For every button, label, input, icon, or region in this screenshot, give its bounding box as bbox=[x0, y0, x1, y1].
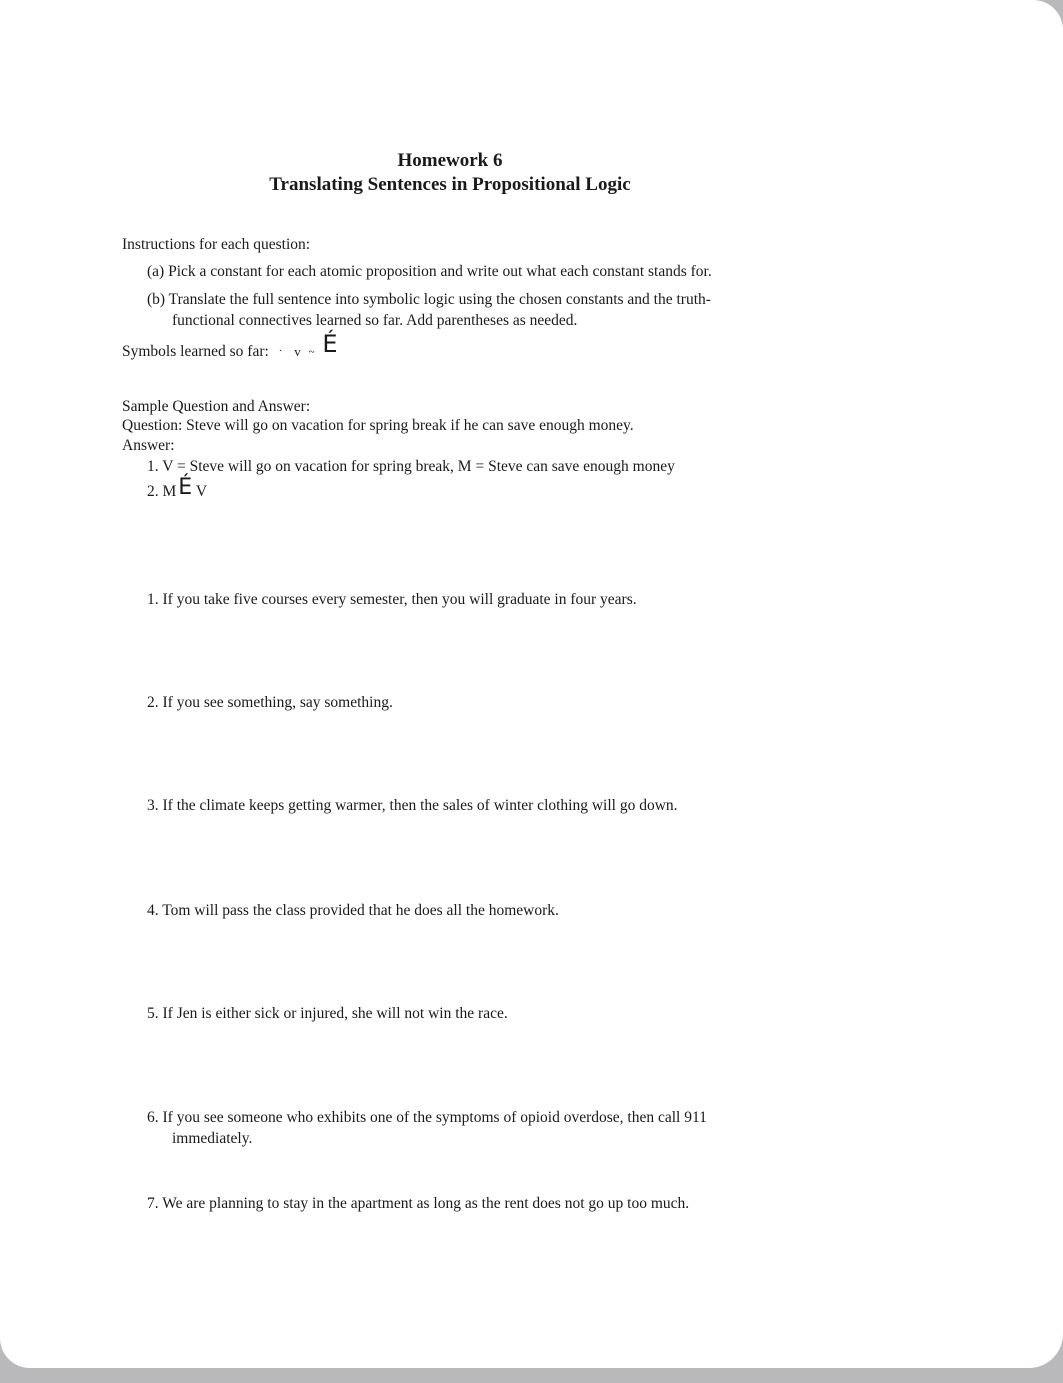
question-item: 2. If you see something, say something. bbox=[147, 694, 393, 711]
sample-answer-2 bbox=[147, 475, 208, 501]
instructions-heading: Instructions for each question: bbox=[122, 236, 311, 253]
sample-answer-1: 1. V = Steve will go on vacation for spring break, M = Steve can save enough money bbox=[147, 458, 675, 475]
horseshoe-symbol: É bbox=[322, 330, 338, 358]
question-item: 4. Tom will pass the class provided that he does all the homework. bbox=[147, 902, 559, 919]
instruction-b-line1: (b) Translate the full sentence into symbolic logic using the chosen constants and the truth- bbox=[147, 291, 711, 308]
question-item: 3. If the climate keeps getting warmer, then the sales of winter clothing will go down. bbox=[147, 797, 678, 814]
question-item: 6. If you see someone who exhibits one of the symptoms of opioid overdose, then call 911 bbox=[147, 1109, 707, 1126]
question-item: 1. If you take five courses every semester, then you will graduate in four years. bbox=[147, 591, 637, 608]
tilde-symbol: ~ bbox=[308, 346, 315, 358]
vee-symbol: v bbox=[294, 344, 301, 359]
horseshoe-symbol: É bbox=[178, 475, 193, 500]
sample-answer-label: Answer: bbox=[122, 437, 175, 454]
symbols-label: Symbols learned so far: bbox=[122, 343, 269, 360]
question-item: 5. If Jen is either sick or injured, she will not win the race. bbox=[147, 1005, 508, 1022]
instruction-b-line2: functional connectives learned so far. Add parentheses as needed. bbox=[172, 312, 578, 329]
instruction-a: (a) Pick a constant for each atomic proposition and write out what each constant stands for. bbox=[147, 263, 712, 280]
page-subtitle: Translating Sentences in Propositional Logic bbox=[269, 174, 631, 195]
question-item: 7. We are planning to stay in the apartment as long as the rent does not go up too much. bbox=[147, 1195, 690, 1212]
sample-question: Question: Steve will go on vacation for spring break if he can save enough money. bbox=[122, 417, 634, 434]
sample-heading: Sample Question and Answer: bbox=[122, 398, 311, 415]
answer2-suffix: V bbox=[195, 483, 208, 500]
symbols-line bbox=[122, 330, 338, 361]
dot-symbol: · bbox=[278, 345, 283, 357]
page-title: Homework 6 bbox=[397, 150, 503, 171]
question-item-continuation: immediately. bbox=[172, 1130, 253, 1147]
answer2-prefix: 2. M bbox=[147, 483, 177, 500]
